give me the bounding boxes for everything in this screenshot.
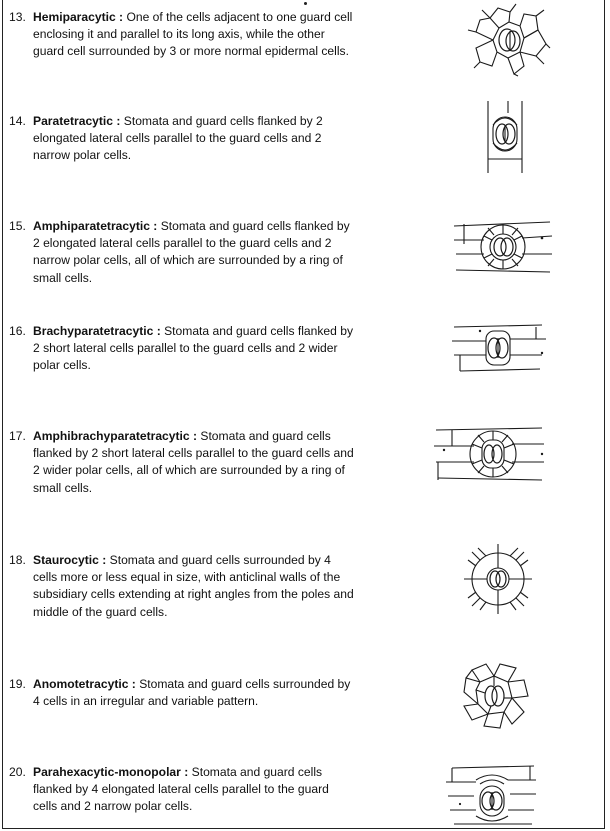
entry-number: 20.: [9, 765, 26, 779]
entry-term: Staurocytic :: [33, 553, 107, 567]
amphiparatetracytic-stoma-diagram: [454, 214, 554, 276]
amphibrachyparatetracytic-stoma-diagram: [434, 420, 546, 486]
entry-term: Parahexacytic-monopolar :: [33, 765, 189, 779]
anomotetracytic-stoma-diagram: [458, 660, 532, 732]
entry-number: 14.: [9, 114, 26, 128]
entry-number: 17.: [9, 429, 26, 443]
entry-definition: Stomata and guard cells flanked by 2 elongated lateral cells parallel to the guard cells and 2 narrow polar cells, all of which are surrounded by a ring of small cells.: [33, 219, 350, 285]
entry-definition: Stomata and guard cells flanked by 4 elongated lateral cells parallel to the guard cells and 2 narrow polar cells.: [33, 765, 329, 814]
entry-definition: Stomata and guard cells flanked by 2 short lateral cells parallel to the guard cells and 2 wider polar cells, all of which are surrounded by a ring of small cells.: [33, 429, 354, 495]
entry-number: 16.: [9, 324, 26, 338]
entry-definition: Stomata and guard cells surrounded by 4 cells more or less equal in size, with anticlinal walls of the subsidiary cells extending at right angles from the poles and middle of the guard cells.: [33, 553, 354, 619]
entry-term: Brachyparatetracytic :: [33, 324, 161, 338]
entry-term: Hemiparacytic :: [33, 10, 124, 24]
entry-anomotetracytic: [9, 676, 354, 710]
entry-staurocytic: [9, 552, 354, 621]
entry-term: Amphiparatetracytic :: [33, 219, 158, 233]
entry-definition: Stomata and guard cells surrounded by 4 cells in an irregular and variable pattern.: [33, 677, 351, 709]
entry-amphiparatetracytic: [9, 218, 354, 287]
entry-parahexacytic-monopolar: [9, 764, 354, 816]
entry-definition: One of the cells adjacent to one guard cell enclosing it and parallel to its long axis, while the other guard cell surrounded by 3 or more normal epidermal cells.: [33, 10, 353, 59]
entry-brachyparatetracytic: [9, 323, 354, 375]
entry-amphibrachyparatetracytic: [9, 428, 354, 497]
entry-paratetracytic: [9, 113, 354, 165]
entry-definition: Stomata and guard cells flanked by 2 short lateral cells parallel to the guard cells and 2 wider polar cells.: [33, 324, 354, 373]
entry-term: Anomotetracytic :: [33, 677, 136, 691]
brachyparatetracytic-stoma-diagram: [452, 321, 546, 373]
entry-definition: Stomata and guard cells flanked by 2 elongated lateral cells parallel to the guard cells and 2 narrow polar cells.: [33, 114, 323, 163]
entry-term: Paratetracytic :: [33, 114, 121, 128]
staurocytic-stoma-diagram: [464, 544, 532, 614]
entry-term: Amphibrachyparatetracytic :: [33, 429, 197, 443]
entry-number: 13.: [9, 10, 26, 24]
paratetracytic-stoma-diagram: [482, 101, 530, 173]
entry-number: 18.: [9, 553, 26, 567]
entry-number: 19.: [9, 677, 26, 691]
parahexacytic-monopolar-stoma-diagram: [446, 764, 538, 826]
print-speck: [304, 2, 307, 5]
entry-number: 15.: [9, 219, 26, 233]
entry-hemiparacytic: [9, 9, 354, 61]
hemiparacytic-stoma-diagram: [468, 4, 550, 76]
